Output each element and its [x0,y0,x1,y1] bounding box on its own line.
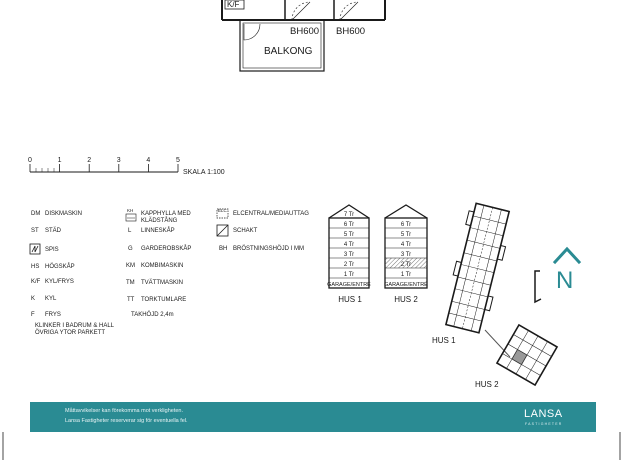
hus1-floor-4: 4 Tr [343,242,355,248]
site-hus2-label: HUS 2 [475,380,499,389]
legend-text-km: KOMBIMASKIN [141,263,184,269]
footer-disclaimer-1: Måttavvikelser kan förekomma mot verkligheten. [65,408,183,414]
legend-code-bh: BH [219,246,228,252]
footer-disclaimer-2: Lansa Fastigheter reserverar sig för eventuella fel. [65,418,188,424]
floor-finish-line1: KLINKER I BADRUM & HALL [35,323,115,329]
bh-label-2: BH600 [336,26,366,37]
legend-text-f: FRYS [45,312,61,318]
hus2-floor-5: 5 Tr [400,232,412,238]
hus2-floor-1: 1 Tr [400,272,412,278]
legend-code-kh: KH [127,208,134,213]
legend-text-schakt: SCHAKT [233,228,258,234]
legend-code-tt: TT [127,297,135,303]
legend-text-st: STÄD [45,228,62,234]
hus1-floor-6: 6 Tr [343,222,355,228]
hus1-floor-2: 2 Tr [343,262,355,268]
hus2-floor-4: 4 Tr [400,242,412,248]
scale-tick-3: 3 [116,157,121,164]
highlighted-apartment [512,350,527,365]
legend-text-tm: TVÄTTMASKIN [141,280,184,286]
floor-finish-line2: ÖVRIGA YTOR PARKETT [35,330,106,336]
ceiling-height-note: TAKHÖJD 2,4m [131,312,174,318]
site-plan [441,202,557,385]
legend-code-hs: HS [31,264,40,270]
scale-tick-1: 1 [57,157,62,164]
hus1-ground: GARAGE/ENTRÉ [327,282,371,288]
legend-text-spis: SPIS [45,247,59,253]
hus1-floor-5: 5 Tr [343,232,355,238]
legend-code-tm: TM [126,280,135,286]
hus2-diagram-label: HUS 2 [394,295,418,304]
site-hus1-label: HUS 1 [432,336,456,345]
legend-code-k: K [31,296,36,302]
legend-text-tt: TORKTUMLARE [141,297,187,303]
legend-code-elc: ELC [218,208,227,213]
scale-tick-5: 5 [176,157,180,164]
lansa-logo-sub: FASTIGHETER [525,422,563,426]
shaft-icon [217,225,228,236]
hus2-floor-3: 3 Tr [400,252,412,258]
legend-code-kf: K/F [31,279,41,285]
scale-bar [30,164,178,172]
hus2-floor-2: 2 Tr [400,262,412,268]
legend-text-kf: KYL/FRYS [45,279,74,285]
hus1-diagram-label: HUS 1 [338,295,362,304]
legend-text-k: KYL [45,296,57,302]
legend-text-dm: DISKMASKIN [45,211,83,217]
legend-text-g: GARDEROBSKÅP [141,246,192,252]
legend-text-l: LINNESKÅP [141,228,175,234]
scale-tick-2: 2 [87,157,92,164]
hus1-floor-3: 3 Tr [343,252,355,258]
scale-tick-0: 0 [28,157,32,164]
scale-tick-4: 4 [146,157,151,164]
north-label: N [556,267,574,294]
legend-code-st: ST [31,228,39,234]
legend-text-elc: ELCENTRAL/MEDIAUTTAG [233,211,309,217]
scale-label: SKALA 1:100 [183,169,225,176]
legend-code-f: F [31,312,35,318]
legend-text-bh: BRÖSTNINGSHÖJD I MM [233,246,305,252]
stove-icon [30,244,40,254]
legend-code-g: G [128,246,133,252]
legend-code-dm: DM [31,211,41,217]
bh-label-1: BH600 [290,26,320,37]
balcony-label: BALKONG [264,46,313,57]
hus1-floor-7: 7 Tr [343,212,355,218]
hus2-floor-6: 6 Tr [400,222,412,228]
kf-label: K/F [227,0,240,9]
legend-text-kh: KAPPHYLLA MED KLÄDSTÅNG [141,211,191,224]
hus2-ground: GARAGE/ENTRÉ [384,282,428,288]
coat-rack-icon [126,214,136,221]
footer-band [30,402,596,432]
legend-text-hs: HÖGSKÅP [45,264,75,270]
lansa-logo: LANSA [524,408,563,420]
legend-code-km: KM [126,263,135,269]
hus1-floor-1: 1 Tr [343,272,355,278]
legend-code-l: L [128,228,132,234]
